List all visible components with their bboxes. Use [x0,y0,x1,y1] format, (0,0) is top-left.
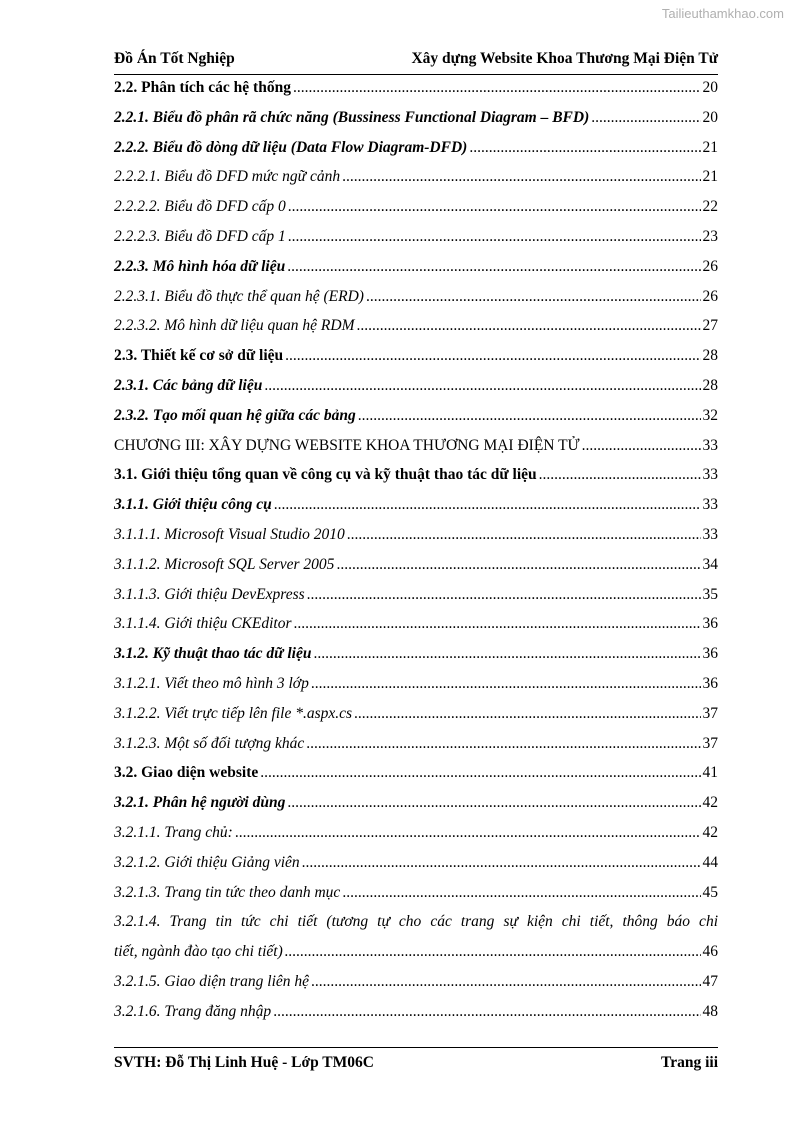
toc-dot-leader [357,314,701,338]
toc-dot-leader [311,672,701,696]
toc-dot-leader [285,940,701,970]
toc-dot-leader [293,76,701,100]
toc-entry-title: 2.2.2.1. Biểu đồ DFD mức ngữ cảnh [114,168,341,186]
toc-entry[interactable] [114,195,718,225]
toc-entry-page: 23 [702,227,718,245]
page-footer [114,1047,718,1076]
toc-entry-page: 33 [702,525,718,543]
toc-dot-leader [288,225,701,249]
toc-entry-title: 3.2. Giao diện website [114,764,259,782]
toc-dot-leader [336,553,700,577]
toc-entry-title: 3.1.1. Giới thiệu công cụ [114,496,272,514]
toc-entry-page: 21 [702,168,718,186]
toc-entry-title: 2.3. Thiết kế cơ sở dữ liệu [114,347,284,365]
toc-dot-leader [302,851,701,875]
toc-entry-title: 2.3.2. Tạo mối quan hệ giữa các bảng [114,406,356,424]
toc-entry-multiline[interactable] [114,910,718,970]
toc-entry-page: 37 [702,734,718,752]
toc-entry-page: 36 [702,615,718,633]
toc-entry[interactable] [114,523,718,553]
toc-entry[interactable] [114,672,718,702]
toc-entry[interactable] [114,821,718,851]
toc-entry-page: 20 [702,79,718,96]
toc-dot-leader [285,344,700,368]
toc-entry-title: 2.2.3.2. Mô hình dữ liệu quan hệ RDM [114,317,355,335]
toc-entry-page: 22 [702,198,718,216]
toc-dot-leader [347,523,701,547]
toc-entry[interactable] [114,314,718,344]
toc-entry[interactable] [114,76,718,106]
toc-dot-leader [287,255,700,279]
toc-entry-page: 35 [702,585,718,603]
toc-entry[interactable] [114,553,718,583]
toc-entry-title-line1: 3.2.1.4. Trang tin tức chi tiết (tương tự cho các trang sự kiện chi tiết, thông báo chi [114,913,718,931]
toc-entry-title: 3.2.1.1. Trang chủ: [114,823,233,841]
toc-entry-page: 26 [702,287,718,305]
toc-dot-leader [273,1000,700,1024]
toc-entry[interactable] [114,225,718,255]
toc-dot-leader [311,970,700,994]
toc-entry-page: 37 [702,704,718,722]
toc-dot-leader [264,374,700,398]
toc-entry-page: 48 [702,1002,718,1020]
toc-entry[interactable] [114,106,718,136]
toc-entry[interactable] [114,374,718,404]
toc-entry-page: 42 [702,823,718,841]
toc-entry-page: 36 [702,645,718,663]
toc-dot-leader [274,493,701,517]
toc-entry-page: 41 [702,764,718,782]
toc-dot-leader [288,195,701,219]
toc-entry-title: 3.1.2.1. Viết theo mô hình 3 lớp [114,674,309,692]
toc-entry[interactable] [114,702,718,732]
toc-entry[interactable] [114,463,718,493]
toc-entry-title: 2.2.2.3. Biểu đồ DFD cấp 1 [114,227,286,245]
toc-entry-title: CHƯƠNG III: XÂY DỰNG WEBSITE KHOA THƯƠNG MẠI ĐIỆN TỬ [114,436,580,454]
table-of-contents [114,76,718,1030]
toc-entry-title: 2.2.2. Biểu đồ dòng dữ liệu (Data Flow Diagram-DFD) [114,138,468,156]
toc-dot-leader [313,642,700,666]
header-left: Đồ Án Tốt Nghiệp [114,50,235,67]
toc-entry-page: 36 [702,674,718,692]
toc-entry[interactable] [114,136,718,166]
header-right: Xây dựng Website Khoa Thương Mại Điện Tử [411,50,718,67]
toc-entry-page: 42 [702,794,718,812]
toc-entry[interactable] [114,404,718,434]
toc-entry-title: 3.1.2. Kỹ thuật thao tác dữ liệu [114,645,312,663]
toc-dot-leader [342,165,700,189]
toc-dot-leader [358,404,701,428]
toc-entry-page: 20 [702,108,718,126]
toc-entry-page: 33 [702,436,718,454]
toc-entry-page: 27 [702,317,718,335]
toc-entry[interactable] [114,642,718,672]
toc-entry-title: 2.2.1. Biểu đồ phân rã chức năng (Bussiness Functional Diagram – BFD) [114,108,590,126]
toc-entry-page: 28 [702,347,718,365]
toc-dot-leader [354,702,700,726]
toc-entry[interactable] [114,970,718,1000]
toc-entry[interactable] [114,761,718,791]
toc-entry-page: 32 [702,406,718,424]
toc-dot-leader [582,434,701,458]
footer-author: SVTH: Đỗ Thị Linh Huệ - Lớp TM06C [114,1054,374,1071]
toc-entry-title: 3.2.1.6. Trang đăng nhập [114,1002,272,1020]
watermark: Tailieuthamkhao.com [661,6,784,21]
toc-entry-page: 26 [702,257,718,275]
toc-dot-leader [342,881,700,905]
toc-entry-title: 2.2.2.2. Biểu đồ DFD cấp 0 [114,198,286,216]
toc-dot-leader [294,612,701,636]
toc-entry[interactable] [114,285,718,315]
toc-entry-page: 28 [702,376,718,394]
toc-entry-title: 3.1.2.3. Một số đối tượng khác [114,734,305,752]
toc-entry-title: 3.2.1.2. Giới thiệu Giảng viên [114,853,300,871]
toc-entry[interactable] [114,493,718,523]
toc-dot-leader [539,463,701,487]
toc-entry-page: 44 [702,853,718,871]
toc-dot-leader [591,106,700,130]
toc-entry-title: 3.1.1.4. Giới thiệu CKEditor [114,615,292,633]
toc-dot-leader [366,285,701,309]
toc-entry-title-line2: tiết, ngành đào tạo chi tiết) [114,943,283,961]
toc-entry-title: 3.1.1.3. Giới thiệu DevExpress [114,585,305,603]
toc-entry[interactable] [114,583,718,613]
toc-entry[interactable] [114,434,718,464]
toc-entry-title: 3.1.1.2. Microsoft SQL Server 2005 [114,555,335,573]
toc-dot-leader [306,732,700,756]
toc-entry-title: 3.2.1. Phân hệ người dùng [114,794,286,812]
toc-entry-title: 2.2.3. Mô hình hóa dữ liệu [114,257,286,275]
toc-dot-leader [235,821,701,845]
toc-dot-leader [469,136,700,160]
toc-entry-title: 3.1.1.1. Microsoft Visual Studio 2010 [114,525,345,543]
toc-entry-page: 46 [702,943,718,961]
toc-entry[interactable] [114,851,718,881]
toc-entry-page: 34 [702,555,718,573]
toc-dot-leader [307,583,701,607]
toc-entry-page: 47 [702,972,718,990]
toc-entry-title: 3.2.1.5. Giao diện trang liên hệ [114,972,310,990]
toc-entry-title: 2.3.1. Các bảng dữ liệu [114,376,263,394]
toc-entry[interactable] [114,881,718,911]
toc-entry[interactable] [114,344,718,374]
toc-entry-title: 2.2. Phân tích các hệ thống [114,79,291,96]
toc-entry[interactable] [114,732,718,762]
toc-entry[interactable] [114,165,718,195]
page-header [114,50,718,75]
toc-entry-page: 21 [702,138,718,156]
toc-entry-title: 3.1.2.2. Viết trực tiếp lên file *.aspx.cs [114,704,353,722]
toc-entry-title: 3.2.1.3. Trang tin tức theo danh mục [114,883,341,901]
toc-dot-leader [260,761,700,785]
toc-entry-page: 33 [702,496,718,514]
toc-entry-page: 45 [702,883,718,901]
toc-entry[interactable] [114,612,718,642]
toc-entry-title: 2.2.3.1. Biểu đồ thực thể quan hệ (ERD) [114,287,364,305]
toc-entry-page: 33 [702,466,718,484]
toc-dot-leader [287,791,700,815]
toc-entry[interactable] [114,791,718,821]
toc-entry[interactable] [114,1000,718,1030]
toc-entry[interactable] [114,255,718,285]
toc-entry-title: 3.1. Giới thiệu tổng quan về công cụ và kỹ thuật thao tác dữ liệu [114,466,537,484]
footer-page-number: Trang iii [661,1054,718,1071]
